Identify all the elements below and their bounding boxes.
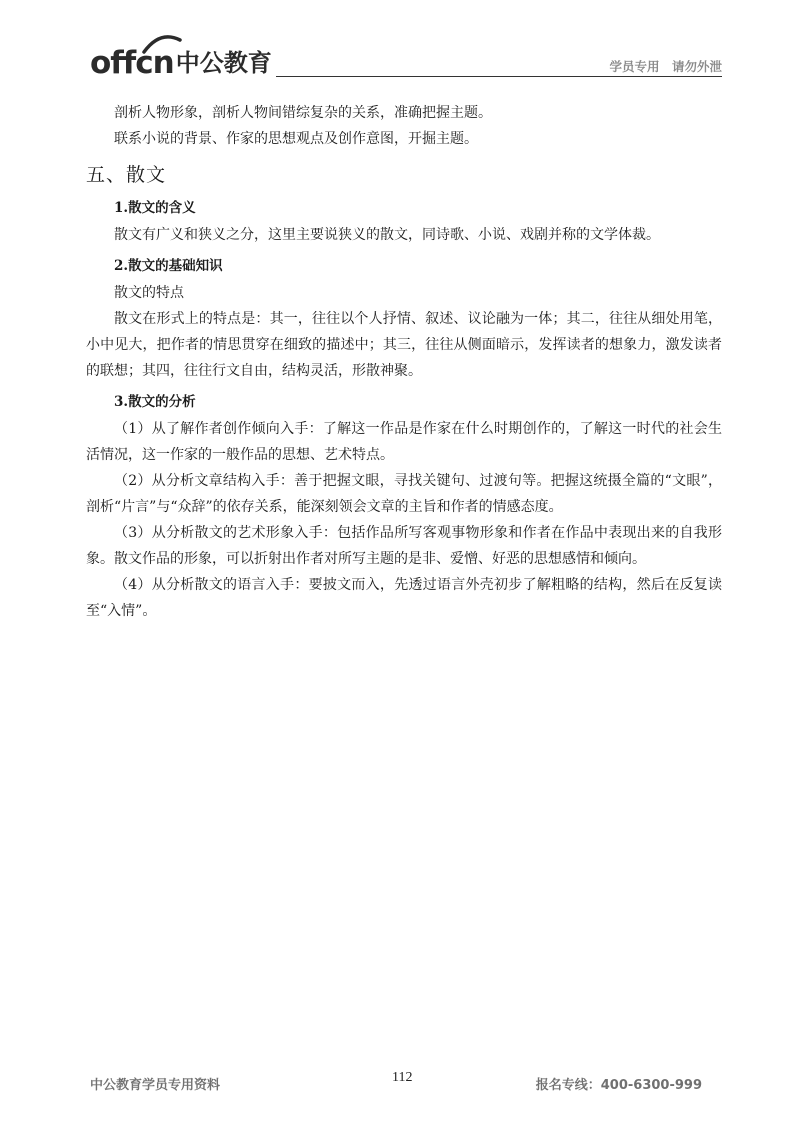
analysis-item-2: （2）从分析文章结构入手：善于把握文眼，寻找关键句、过渡句等。把握这统摄全篇的“文眼”，剖析“片言”与“众辞”的依存关系，能深刻领会文章的主旨和作者的情感态度。 bbox=[86, 473, 722, 515]
logo-latin-text: offcn bbox=[90, 45, 174, 81]
analysis-item-4: （4）从分析散文的语言入手：要披文而入，先透过语言外壳初步了解粗略的结构，然后在反复读至“入情”。 bbox=[86, 577, 722, 619]
intro-line-2: 联系小说的背景、作家的思想观点及创作意图，开掘主题。 bbox=[114, 131, 478, 147]
subsection-3-title: 3.散文的分析 bbox=[114, 394, 196, 410]
page-footer bbox=[90, 1070, 702, 1094]
section-title: 五、散文 bbox=[86, 164, 167, 186]
subsection-1-paragraph: 散文有广义和狭义之分，这里主要说狭义的散文，同诗歌、小说、戏剧并称的文学体裁。 bbox=[114, 227, 660, 243]
subsection-2-label: 散文的特点 bbox=[114, 285, 184, 301]
footer-hotline: 报名专线：400-6300-999 bbox=[535, 1078, 702, 1093]
header-divider bbox=[276, 76, 722, 77]
intro-line-1: 剖析人物形象，剖析人物间错综复杂的关系，准确把握主题。 bbox=[114, 105, 492, 121]
page-header bbox=[90, 40, 722, 80]
subsection-2-title: 2.散文的基础知识 bbox=[114, 258, 223, 274]
footer-label: 中公教育学员专用资料 bbox=[90, 1078, 221, 1093]
logo-chinese-text: 中公教育 bbox=[175, 49, 272, 77]
header-tag: 学员专用 请勿外泄 bbox=[609, 59, 722, 74]
page-number: 112 bbox=[392, 1070, 413, 1085]
analysis-item-1: （1）从了解作者创作倾向入手：了解这一作品是作家在什么时期创作的，了解这一时代的社会生活情况，这一作家的一般作品的思想、艺术特点。 bbox=[86, 421, 722, 463]
analysis-item-3: （3）从分析散文的艺术形象入手：包括作品所写客观事物形象和作者在作品中表现出来的自我形象。散文作品的形象，可以折射出作者对所写主题的是非、爱憎、好恶的思想感情和倾向。 bbox=[86, 525, 722, 567]
logo-arc-icon bbox=[138, 34, 184, 54]
offcn-logo bbox=[90, 40, 272, 80]
subsection-1-title: 1.散文的含义 bbox=[114, 200, 196, 216]
subsection-2-paragraph: 散文在形式上的特点是：其一，往往以个人抒情、叙述、议论融为一体；其二，往往从细处用笔，小中见大，把作者的情思贯穿在细致的描述中；其三，往往从侧面暗示，发挥读者的想象力，激发读者的联想；其四，往往行文自由，结构灵活，形散神聚。 bbox=[86, 311, 722, 379]
page-content bbox=[86, 100, 722, 624]
